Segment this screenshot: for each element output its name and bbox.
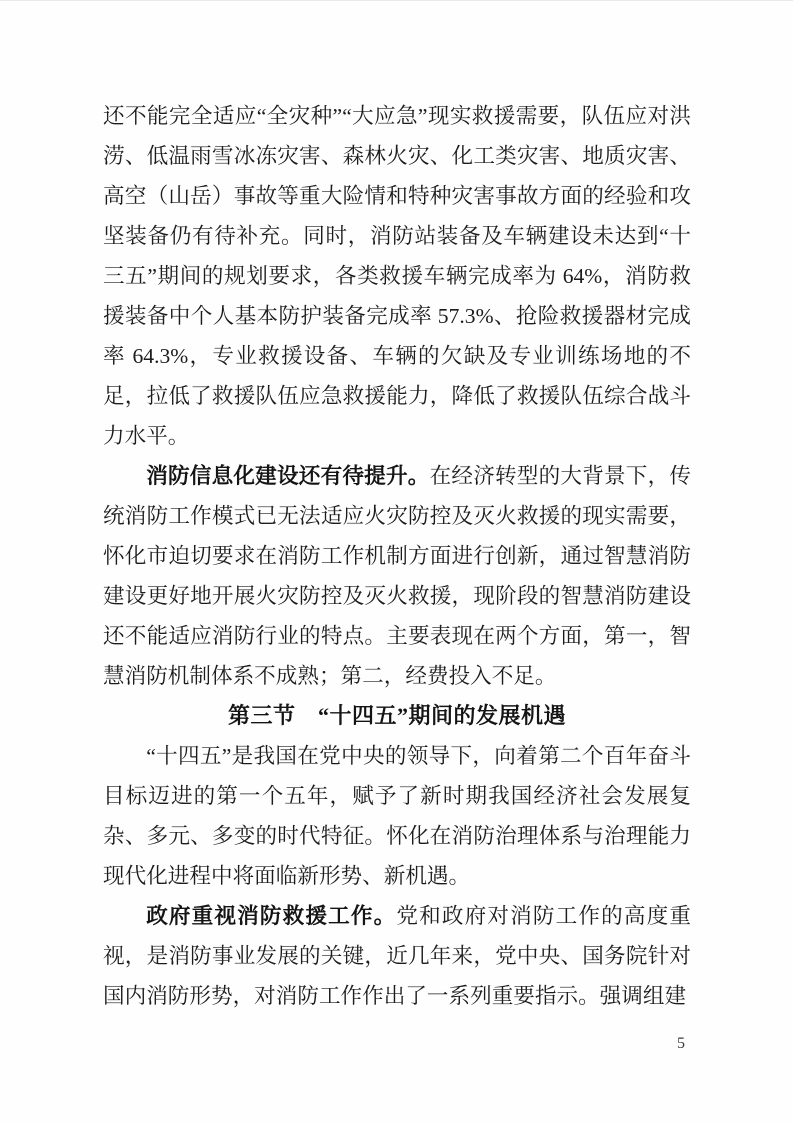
paragraph-informatization [103, 456, 691, 696]
paragraph-government-priority-lead: 政府重视消防救援工作。 [146, 904, 397, 928]
paragraph-government-priority [103, 896, 691, 1016]
page-number: 5 [677, 1035, 685, 1052]
paragraph-informatization-lead: 消防信息化建设还有待提升。 [146, 464, 430, 488]
document-body [103, 96, 691, 1016]
paragraph-equipment-gaps-text: 还不能完全适应“全灾种”“大应急”现实救援需要，队伍应对洪涝、低温雨雪冰冻灾害、森林火灾、化工类灾害、地质灾害、高空（山岳）事故等重大险情和特种灾害事故方面的经验和攻坚装备仍有待补充。同时，消防站装备及车辆建设未达到“十三五”期间的规划要求，各类救援车辆完成率为 64%，消防救援装备中个人基本防护装备完成率 57.3%、抢险救援器材完成率 64.3%，专业救援设备、车辆的欠缺及专业训练场地的不足，拉低了救援队伍应急救援能力，降低了救援队伍综合战斗力水平。 [103, 104, 691, 448]
paragraph-informatization-text: 在经济转型的大背景下，传统消防工作模式已无法适应火灾防控及灭火救援的现实需要，怀化市迫切要求在消防工作机制方面进行创新，通过智慧消防建设更好地开展火灾防控及灭火救援，现阶段的智慧消防建设还不能适应消防行业的特点。主要表现在两个方面，第一，智慧消防机制体系不成熟；第二，经费投入不足。 [103, 464, 691, 688]
paragraph-government-priority-text: 党和政府对消防工作的高度重视，是消防事业发展的关键，近几年来，党中央、国务院针对国内消防形势，对消防工作作出了一系列重要指示。强调组建 [103, 904, 691, 1008]
paragraph-equipment-gaps [103, 96, 691, 456]
section-heading: 第三节 “十四五”期间的发展机遇 [227, 703, 566, 728]
paragraph-14th-five-year-text: “十四五”是我国在党中央的领导下，向着第二个百年奋斗目标迈进的第一个五年，赋予了新时期我国经济社会发展复杂、多元、多变的时代特征。怀化在消防治理体系与治理能力现代化进程中将面临新形势、新机遇。 [103, 744, 691, 888]
paragraph-14th-five-year [103, 736, 691, 896]
